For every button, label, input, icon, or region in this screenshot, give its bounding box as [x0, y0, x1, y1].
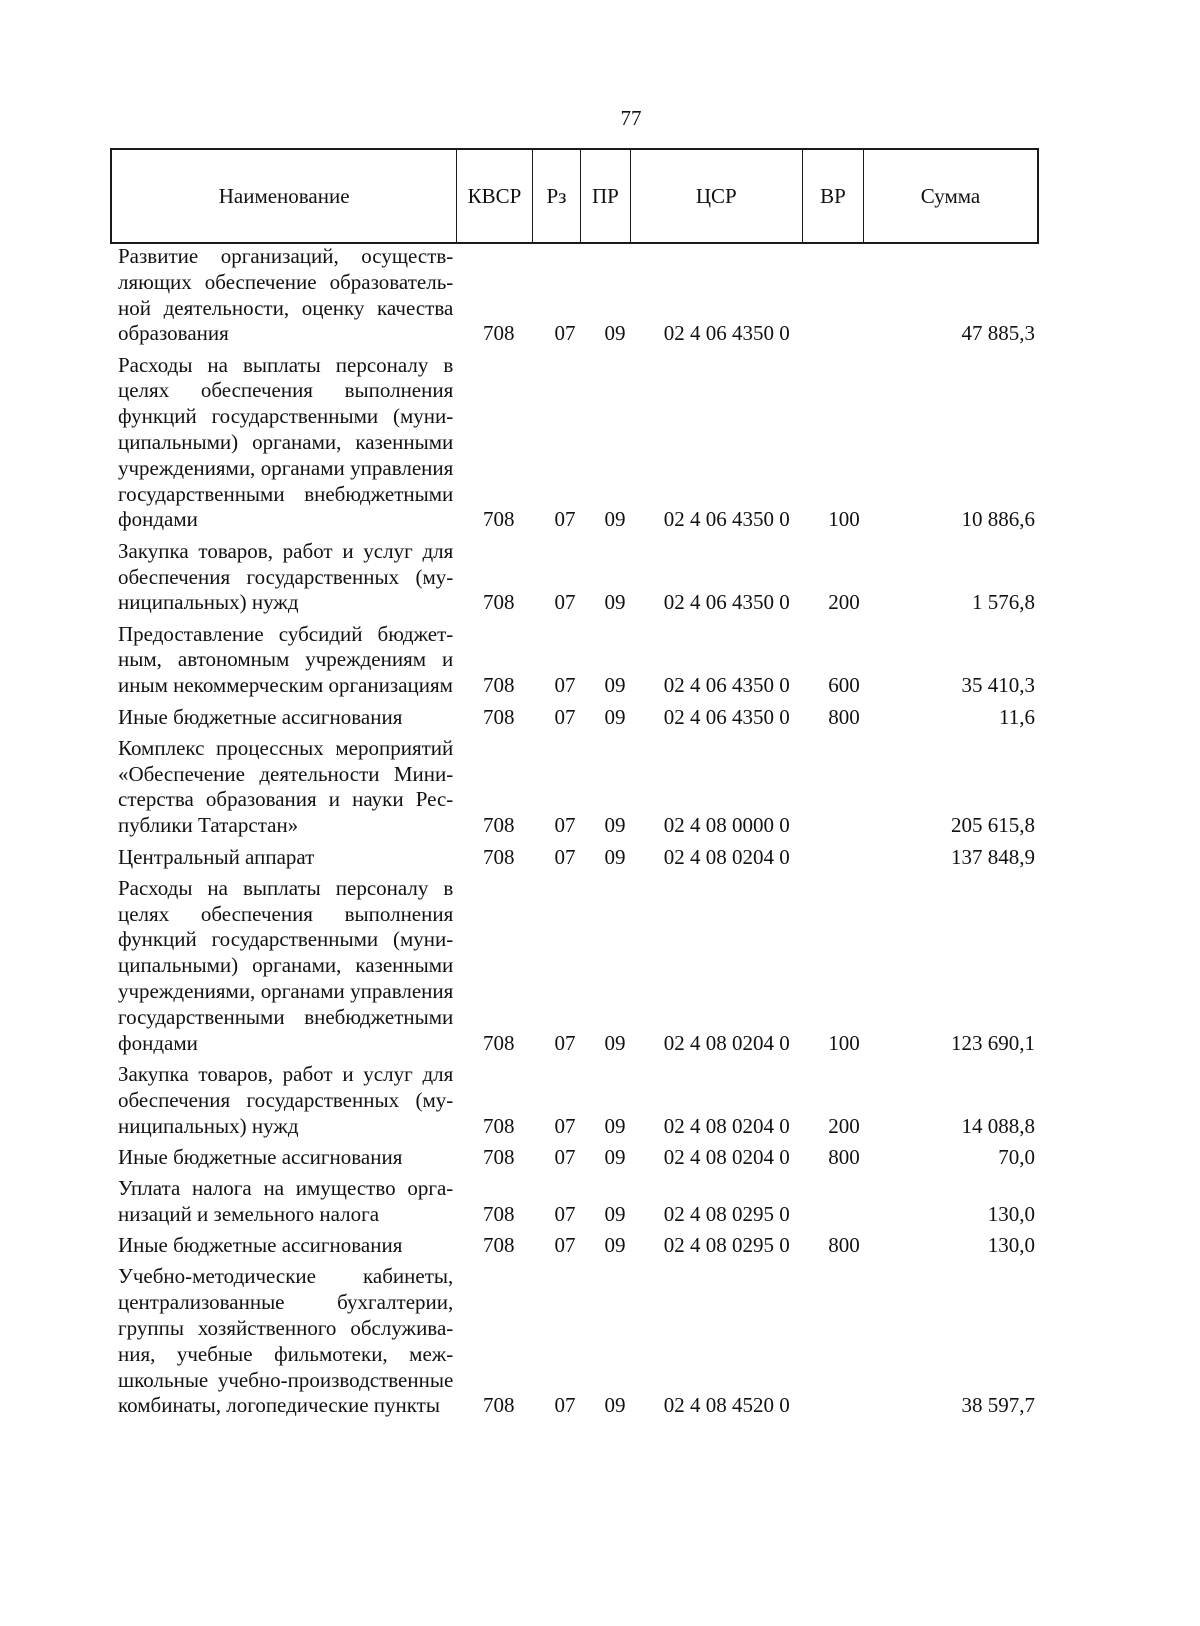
- row-vr: 200: [828, 590, 860, 615]
- table-row: [110, 705, 1039, 731]
- row-rz: 07: [554, 813, 576, 838]
- row-pr: 09: [604, 813, 626, 838]
- row-csr: 02 4 06 4350 0: [663, 590, 790, 615]
- row-sum: 70,0: [998, 1144, 1035, 1169]
- row-rz: 07: [554, 1393, 576, 1418]
- row-kvsr: 708: [482, 1201, 515, 1226]
- row-name: Иные бюджетные ассигнования: [118, 1144, 403, 1169]
- row-kvsr: 708: [482, 507, 515, 532]
- row-csr: 02 4 06 4350 0: [663, 321, 790, 346]
- row-pr: 09: [604, 1113, 626, 1138]
- row-kvsr: 708: [482, 1030, 515, 1055]
- table-row: [110, 353, 1039, 534]
- row-vr: 100: [828, 1030, 860, 1055]
- row-name: Учебно-методические кабинеты, централизованные бухгалтерии, группы хозяйственного обслуживания, учебные фильмотеки, межшкольные учебно-производственные комбинаты, логопедические пункты: [118, 1264, 454, 1418]
- row-pr: 09: [604, 321, 626, 346]
- row-csr: 02 4 08 0204 0: [663, 1030, 790, 1055]
- row-vr: 800: [828, 1233, 860, 1258]
- row-pr: 09: [604, 1201, 626, 1226]
- row-kvsr: 708: [482, 813, 515, 838]
- table-row: [110, 539, 1039, 616]
- row-rz: 07: [554, 590, 576, 615]
- row-pr: 09: [604, 507, 626, 532]
- row-sum: 123 690,1: [951, 1030, 1035, 1055]
- header-kvsr: КВСР: [457, 150, 532, 242]
- row-kvsr: 708: [482, 321, 515, 346]
- row-sum: 137 848,9: [951, 844, 1035, 869]
- row-rz: 07: [554, 704, 576, 729]
- header-rz: Рз: [533, 150, 582, 242]
- row-csr: 02 4 08 0295 0: [663, 1233, 790, 1258]
- row-kvsr: 708: [482, 1233, 515, 1258]
- row-sum: 130,0: [987, 1201, 1035, 1226]
- row-csr: 02 4 08 0204 0: [663, 1144, 790, 1169]
- row-sum: 130,0: [987, 1233, 1035, 1258]
- row-sum: 35 410,3: [961, 673, 1035, 698]
- table-row: [110, 876, 1039, 1057]
- row-kvsr: 708: [482, 673, 515, 698]
- row-sum: 1 576,8: [972, 590, 1035, 615]
- row-csr: 02 4 08 0204 0: [663, 1113, 790, 1138]
- row-rz: 07: [554, 1113, 576, 1138]
- table-row: [110, 1233, 1039, 1259]
- row-pr: 09: [604, 704, 626, 729]
- table-header: [110, 148, 1039, 244]
- row-rz: 07: [554, 507, 576, 532]
- row-name: Уплата налога на имущество организаций и земельного налога: [118, 1176, 454, 1226]
- row-name: Комплекс процессных мероприятий «Обеспечение деятельности Министерства образования и науки Республики Татарстан»: [118, 735, 454, 838]
- table-row: [110, 1176, 1039, 1228]
- row-pr: 09: [604, 1233, 626, 1258]
- row-kvsr: 708: [482, 844, 515, 869]
- row-pr: 09: [604, 844, 626, 869]
- row-sum: 38 597,7: [961, 1393, 1035, 1418]
- row-rz: 07: [554, 673, 576, 698]
- table-row: [110, 736, 1039, 839]
- row-name: Иные бюджетные ассигнования: [118, 1233, 403, 1258]
- row-sum: 10 886,6: [961, 507, 1035, 532]
- row-pr: 09: [604, 1144, 626, 1169]
- row-sum: 14 088,8: [961, 1113, 1035, 1138]
- row-kvsr: 708: [482, 1393, 515, 1418]
- row-name: Закупка товаров, работ и услуг для обеспечения государственных (муниципальных) нужд: [118, 538, 454, 615]
- row-csr: 02 4 06 4350 0: [663, 704, 790, 729]
- row-pr: 09: [604, 1030, 626, 1055]
- row-pr: 09: [604, 590, 626, 615]
- row-name: Центральный аппарат: [118, 844, 315, 869]
- row-sum: 47 885,3: [961, 321, 1035, 346]
- row-rz: 07: [554, 1201, 576, 1226]
- row-name: Расходы на выплаты персоналу в целях обеспечения выполнения функций государственными (муниципальными) органами, казенными учреждениями, органами управления государственными внебюджетными фондами: [118, 875, 454, 1055]
- row-csr: 02 4 08 0204 0: [663, 844, 790, 869]
- row-csr: 02 4 08 4520 0: [663, 1393, 790, 1418]
- header-pr: ПР: [581, 150, 630, 242]
- row-rz: 07: [554, 844, 576, 869]
- header-sum: Сумма: [920, 183, 981, 208]
- row-csr: 02 4 08 0000 0: [663, 813, 790, 838]
- row-sum: 205 615,8: [951, 813, 1035, 838]
- row-vr: 200: [828, 1113, 860, 1138]
- row-vr: 800: [828, 704, 860, 729]
- row-name: Развитие организаций, осуществляющих обеспечение образовательной деятельности, оценку качества образования: [118, 244, 454, 346]
- table-row: [110, 845, 1039, 871]
- row-kvsr: 708: [482, 704, 515, 729]
- header-csr: ЦСР: [631, 150, 803, 242]
- table-row: [110, 1145, 1039, 1171]
- row-vr: 600: [828, 673, 860, 698]
- row-name: Иные бюджетные ассигнования: [118, 704, 403, 729]
- row-rz: 07: [554, 1030, 576, 1055]
- table-row: [110, 622, 1039, 699]
- header-name: Наименование: [112, 150, 457, 242]
- row-rz: 07: [554, 1233, 576, 1258]
- table-body: [110, 244, 1039, 1425]
- row-vr: 800: [828, 1144, 860, 1169]
- row-csr: 02 4 08 0295 0: [663, 1201, 790, 1226]
- header-vr: ВР: [803, 150, 864, 242]
- table-row: [110, 244, 1039, 347]
- row-sum: 11,6: [999, 704, 1035, 729]
- row-rz: 07: [554, 1144, 576, 1169]
- row-pr: 09: [604, 1393, 626, 1418]
- row-vr: 100: [828, 507, 860, 532]
- row-name: Закупка товаров, работ и услуг для обеспечения государственных (муниципальных) нужд: [118, 1061, 454, 1138]
- row-name: Расходы на выплаты персоналу в целях обеспечения выполнения функций государственными (муниципальными) органами, казенными учреждениями, органами управления государственными внебюджетными фондами: [118, 352, 454, 532]
- row-pr: 09: [604, 673, 626, 698]
- row-csr: 02 4 06 4350 0: [663, 507, 790, 532]
- table-row: [110, 1062, 1039, 1139]
- page-number: 77: [620, 106, 642, 130]
- row-csr: 02 4 06 4350 0: [663, 673, 790, 698]
- row-rz: 07: [554, 321, 576, 346]
- row-name: Предоставление субсидий бюджетным, автономным учреждениям и иным некоммерческим организациям: [118, 621, 454, 698]
- row-kvsr: 708: [482, 590, 515, 615]
- table-row: [110, 1264, 1039, 1419]
- row-kvsr: 708: [482, 1144, 515, 1169]
- row-kvsr: 708: [482, 1113, 515, 1138]
